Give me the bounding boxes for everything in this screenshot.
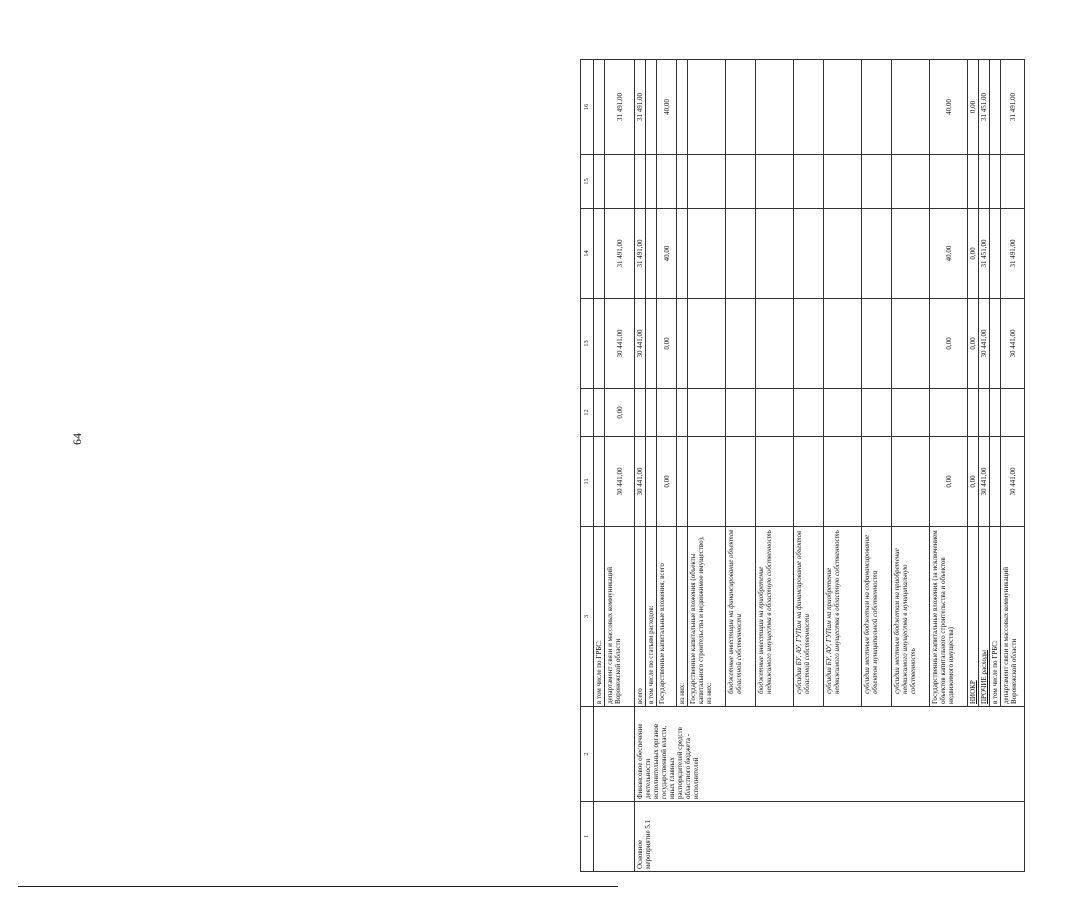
cell-value: 0,00 xyxy=(657,437,677,527)
cell-value xyxy=(824,437,862,527)
cell-value: 0,00 xyxy=(968,60,979,155)
cell-description: бюджетные инвестиции на финансирование объектов областной собственности xyxy=(726,527,756,707)
cell-value: 40,00 xyxy=(657,209,677,299)
cell-value xyxy=(990,299,1001,389)
cell-value xyxy=(688,60,726,155)
cell-value xyxy=(726,389,756,437)
cell-value xyxy=(726,60,756,155)
header-cell: 14 xyxy=(581,209,594,299)
cell-value xyxy=(892,155,930,209)
cell-value xyxy=(657,155,677,209)
cell-value: 0,00 xyxy=(968,437,979,527)
cell-value xyxy=(979,389,990,437)
cell-value xyxy=(794,155,824,209)
cell-value xyxy=(635,389,646,437)
cell-value xyxy=(688,437,726,527)
cell-description: Государственные капитальные вложения (объекты капитального строительства и недвижимое имущество), из них: xyxy=(688,527,726,707)
cell-value: 31 491,00 xyxy=(635,60,646,155)
cell-value xyxy=(892,209,930,299)
cell-value: 30 441,00 xyxy=(979,299,990,389)
cell-value xyxy=(824,155,862,209)
cell-value xyxy=(646,155,657,209)
cell-value: 40,00 xyxy=(657,60,677,155)
cell-value xyxy=(990,209,1001,299)
cell-value xyxy=(892,389,930,437)
cell-value xyxy=(892,299,930,389)
cell-value xyxy=(990,60,1001,155)
cell-value xyxy=(646,299,657,389)
cell-description: Государственные капитальные вложения (за исключением объектов капитального строительства и объектов недвижимого имущества) xyxy=(930,527,968,707)
cell-description: субсидии местным бюджетам на приобретение недвижимого имущества в муниципальную собственность xyxy=(892,527,930,707)
table-row xyxy=(594,60,605,872)
cell-value xyxy=(990,155,1001,209)
cell-value xyxy=(990,437,1001,527)
cell-value xyxy=(677,389,688,437)
cell-value: 0,00 xyxy=(605,389,635,437)
cell-value: 31 491,00 xyxy=(605,60,635,155)
cell-value xyxy=(646,209,657,299)
cell-value xyxy=(756,209,794,299)
cell-value xyxy=(824,60,862,155)
cell-value xyxy=(794,299,824,389)
rotated-table-container xyxy=(580,60,1070,872)
cell-value xyxy=(862,209,892,299)
cell-description: департамент связи и массовых коммуникаций Воронежской области xyxy=(1001,527,1025,707)
cell-value: 30 441,00 xyxy=(1001,299,1025,389)
cell-value: 30 441,00 xyxy=(635,437,646,527)
cell-description: ПРОЧИЕ расходы xyxy=(979,527,990,707)
cell-value: 31 491,00 xyxy=(1001,60,1025,155)
header-cell: 13 xyxy=(581,299,594,389)
cell-value: 0,00 xyxy=(657,299,677,389)
cell-value xyxy=(968,155,979,209)
cell-empty xyxy=(594,707,635,802)
cell-value xyxy=(594,209,605,299)
cell-value xyxy=(594,437,605,527)
cell-value: 31 451,00 xyxy=(979,60,990,155)
cell-value xyxy=(646,389,657,437)
cell-measure: Основное мероприятие 5.1 xyxy=(635,802,1025,872)
cell-value: 31 491,00 xyxy=(635,209,646,299)
cell-description: бюджетные инвестиции на приобретение недвижимого имущества в областную собственность xyxy=(756,527,794,707)
cell-value xyxy=(646,437,657,527)
cell-value: 30 441,00 xyxy=(605,299,635,389)
cell-value xyxy=(968,389,979,437)
cell-value xyxy=(688,389,726,437)
cell-empty xyxy=(594,802,635,872)
cell-measure-name: Финансовое обеспечение деятельности исполнительных органов государственной власти, иных главных распорядителей средств областного бюджета - исполнителей xyxy=(635,707,1025,802)
cell-value xyxy=(677,299,688,389)
cell-value xyxy=(726,155,756,209)
cell-value: 30 441,00 xyxy=(979,437,990,527)
cell-value xyxy=(892,437,930,527)
cell-value xyxy=(688,155,726,209)
cell-value xyxy=(688,299,726,389)
cell-value xyxy=(756,299,794,389)
cell-value: 30 441,00 xyxy=(1001,437,1025,527)
cell-description: субсидии БУ, АУ, ГУПам на финансирование объектов областной собственности xyxy=(794,527,824,707)
cell-description: в том числе по статьям расходов: xyxy=(646,527,657,707)
cell-value xyxy=(726,209,756,299)
cell-value: 0,00 xyxy=(930,437,968,527)
cell-value xyxy=(930,389,968,437)
cell-description: департамент связи и массовых коммуникаций Воронежской области xyxy=(605,527,635,707)
cell-value: 30 441,00 xyxy=(635,299,646,389)
cell-value xyxy=(726,437,756,527)
cell-value xyxy=(824,389,862,437)
cell-description: из них: xyxy=(677,527,688,707)
cell-value: 0,00 xyxy=(968,299,979,389)
header-cell: 1 xyxy=(581,802,594,872)
cell-value: 31 491,00 xyxy=(605,209,635,299)
cell-description: всего xyxy=(635,527,646,707)
cell-value: 31 451,00 xyxy=(979,209,990,299)
cell-value xyxy=(862,155,892,209)
cell-value xyxy=(892,60,930,155)
cell-value xyxy=(594,299,605,389)
cell-value xyxy=(646,60,657,155)
header-cell: 2 xyxy=(581,707,594,802)
cell-description: в том числе по ГРБС: xyxy=(594,527,605,707)
cell-description: в том числе по ГРБС: xyxy=(990,527,1001,707)
cell-value xyxy=(756,389,794,437)
cell-value xyxy=(862,60,892,155)
cell-value xyxy=(677,60,688,155)
table-row xyxy=(635,60,646,872)
header-cell: 16 xyxy=(581,60,594,155)
page-number: 64 xyxy=(70,433,84,445)
cell-description: субсидии БУ, АУ, ГУПам на приобретение недвижимого имущества в областную собственность xyxy=(824,527,862,707)
cell-value xyxy=(688,209,726,299)
bottom-rule xyxy=(18,886,618,887)
cell-value xyxy=(862,389,892,437)
cell-value xyxy=(862,437,892,527)
cell-value: 31 491,00 xyxy=(1001,209,1025,299)
cell-value xyxy=(1001,155,1025,209)
cell-value xyxy=(677,155,688,209)
cell-value xyxy=(990,389,1001,437)
cell-value xyxy=(677,437,688,527)
cell-value xyxy=(979,155,990,209)
cell-value: 40,00 xyxy=(930,209,968,299)
header-cell: 15 xyxy=(581,155,594,209)
header-cell: 3 xyxy=(581,527,594,707)
cell-value: 30 441,00 xyxy=(605,437,635,527)
cell-value xyxy=(605,155,635,209)
cell-value xyxy=(862,299,892,389)
cell-value xyxy=(756,155,794,209)
cell-value xyxy=(657,389,677,437)
cell-value xyxy=(1001,389,1025,437)
cell-value: 0,00 xyxy=(930,299,968,389)
header-cell: 11 xyxy=(581,437,594,527)
cell-value xyxy=(756,60,794,155)
table-header-row xyxy=(581,60,594,872)
budget-table xyxy=(580,59,1025,872)
cell-value xyxy=(726,299,756,389)
cell-value xyxy=(824,299,862,389)
cell-value xyxy=(930,155,968,209)
cell-value xyxy=(824,209,862,299)
cell-value: 40,00 xyxy=(930,60,968,155)
cell-value xyxy=(794,437,824,527)
cell-description: НИОКР xyxy=(968,527,979,707)
cell-value xyxy=(594,155,605,209)
cell-description: субсидии местным бюджетам на софинансирование объектов муниципальной собственности xyxy=(862,527,892,707)
cell-value xyxy=(677,209,688,299)
cell-value xyxy=(594,389,605,437)
cell-value xyxy=(794,209,824,299)
cell-value xyxy=(794,389,824,437)
cell-value xyxy=(794,60,824,155)
header-cell: 12 xyxy=(581,389,594,437)
cell-value xyxy=(594,60,605,155)
cell-value: 0,00 xyxy=(968,209,979,299)
cell-value xyxy=(756,437,794,527)
cell-value xyxy=(635,155,646,209)
cell-description: Государственные капитальные вложения, всего xyxy=(657,527,677,707)
